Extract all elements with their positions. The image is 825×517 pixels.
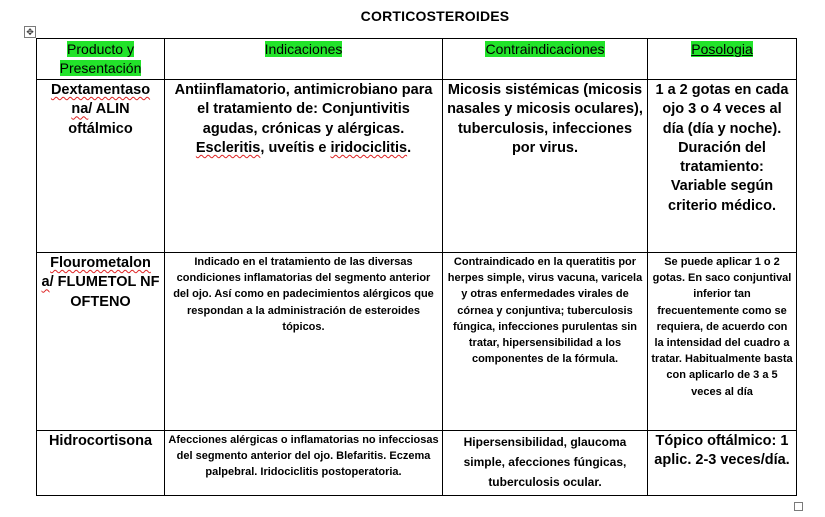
- table-resize-handle[interactable]: [794, 502, 803, 511]
- product-name-part: / ALIN oftálmico: [68, 101, 133, 137]
- cell-posologia: Tópico oftálmico: 1 aplic. 2-3 veces/día.: [648, 431, 797, 496]
- product-name-part: Dextamentaso: [50, 82, 151, 98]
- table-row: [37, 431, 797, 496]
- cell-producto: [37, 80, 165, 253]
- corticosteroid-table: [36, 38, 797, 496]
- header-contraindicaciones-label: Contraindicaciones: [485, 41, 605, 57]
- cell-indicaciones: Afecciones alérgicas o inflamatorias no infecciosas del segmento anterior del ojo. Blefaritis. Eczema palpebral. Iridociclitis postoperatoria.: [165, 431, 443, 496]
- cell-indicaciones: Indicado en el tratamiento de las diversas condiciones inflamatorias del segmento anterior del ojo. Así como en padecimientos alérgicos que respondan a la administración de esteroides tópicos.: [165, 253, 443, 431]
- cell-indicaciones: [165, 80, 443, 253]
- product-name-part: / FLUMETOL NF OFTENO: [49, 274, 160, 310]
- table-header-row: [37, 39, 797, 80]
- cell-posologia: Se puede aplicar 1 o 2 gotas. En saco conjuntival inferior tan frecuentemente como se requiera, de acuerdo con la intensidad del cuadro a tratar. Habitualmente basta con aplicarlo de 3 a 5 veces al día: [648, 253, 797, 431]
- table-row: [37, 80, 797, 253]
- product-name-part: na: [71, 101, 89, 118]
- cell-producto: Hidrocortisona: [37, 431, 165, 496]
- header-indicaciones: [165, 39, 443, 80]
- text-part: iridociclitis: [330, 139, 408, 156]
- table-move-handle-icon[interactable]: ✥: [24, 26, 36, 38]
- product-name-part: a: [41, 274, 50, 291]
- cell-posologia: 1 a 2 gotas en cada ojo 3 o 4 veces al día (día y noche). Duración del tratamiento: Variable según criterio médico.: [648, 80, 797, 253]
- table-row: [37, 253, 797, 431]
- cell-producto: [37, 253, 165, 431]
- header-contraindicaciones: [443, 39, 648, 80]
- text-part: Antiinflamatorio, antimicrobiano para el tratamiento de: Conjuntivitis agudas, crónicas y alérgicas.: [174, 82, 433, 137]
- cell-contraindicaciones: Micosis sistémicas (micosis nasales y micosis oculares), tuberculosis, infecciones por virus.: [443, 80, 648, 253]
- header-posologia: [648, 39, 797, 80]
- header-posologia-label: Posologia: [691, 41, 753, 57]
- cell-contraindicaciones: Contraindicado en la queratitis por herpes simple, virus vacuna, varicela y otras enfermedades virales de córnea y conjuntiva; tuberculosis fúngica, infecciones purulentas sin tratar, hipersensibilidad a los componentes de la fórmula.: [443, 253, 648, 431]
- header-producto: [37, 39, 165, 80]
- header-producto-label: Producto y Presentación: [59, 41, 142, 76]
- product-name-part: Flourometalon: [50, 255, 151, 271]
- page-title: CORTICOSTEROIDES: [360, 8, 510, 24]
- text-part: , uveítis e: [260, 139, 331, 156]
- text-part: .: [407, 139, 412, 156]
- text-part: Escleritis: [195, 139, 261, 156]
- header-indicaciones-label: Indicaciones: [264, 41, 343, 57]
- cell-contraindicaciones: Hipersensibilidad, glaucoma simple, afecciones fúngicas, tuberculosis ocular.: [443, 431, 648, 496]
